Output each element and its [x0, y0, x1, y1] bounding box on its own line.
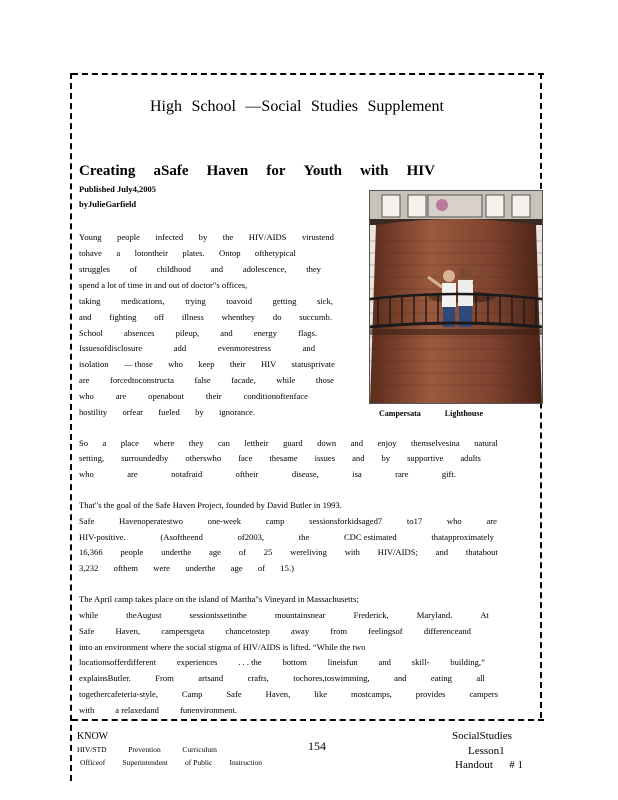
body-word: succumb.: [299, 312, 332, 322]
body-word: conditionoftenface: [243, 391, 308, 401]
body-word: setting,: [79, 453, 105, 463]
body-word: Safe: [226, 689, 242, 699]
body-word: explainsButler.: [79, 673, 131, 683]
body-word: and: [352, 453, 365, 463]
body-word: differenceand: [423, 626, 471, 636]
body-word: fueled: [158, 407, 180, 417]
body-word: fighting: [109, 312, 137, 322]
body-word: lotontheir: [134, 248, 168, 258]
body-word: face: [238, 453, 253, 463]
body-word: taking: [79, 296, 101, 306]
body-word: otherswho: [185, 453, 222, 463]
body-word: issues: [314, 453, 336, 463]
body-word: can: [217, 438, 230, 448]
page-title-word: High: [150, 98, 182, 115]
body-word: — those: [123, 359, 153, 369]
body-line: [79, 437, 498, 449]
footer-handout: [455, 759, 523, 771]
body-word: Camp: [181, 689, 203, 699]
body-word: people: [117, 232, 140, 242]
body-word: sessionissetinthe: [189, 610, 247, 620]
body-word: togethercafeteria-style,: [79, 689, 158, 699]
body-word: by: [381, 453, 391, 463]
body-word: Haven,: [265, 689, 291, 699]
body-word: trying: [185, 296, 206, 306]
article-title-word: HIV: [406, 163, 435, 179]
body-word: HIV-positive.: [79, 532, 126, 542]
body-word: and: [378, 657, 391, 667]
body-line: [79, 468, 456, 480]
body-word: bottom: [282, 657, 307, 667]
body-word: and: [79, 312, 92, 322]
body-word: flags.: [298, 328, 317, 338]
body-word: hostility: [79, 407, 108, 417]
body-word: feelingsof: [368, 626, 403, 636]
body-line: [79, 247, 296, 259]
body-word: Havenoperatestwo: [119, 516, 183, 526]
body-word: funenvironment.: [179, 705, 237, 715]
body-word: and: [435, 547, 449, 557]
body-word: and: [394, 673, 407, 683]
body-word: guard: [283, 438, 303, 448]
body-word: rare: [395, 469, 409, 479]
body-word: surroundedby: [121, 453, 169, 463]
body-word: age: [209, 547, 221, 557]
caption-word: Campersata: [379, 409, 421, 418]
body-word: who: [79, 391, 94, 401]
body-word: thesame: [269, 453, 298, 463]
body-word: Ontop: [219, 248, 241, 258]
body-word: to17: [406, 516, 423, 526]
body-word: facade,: [231, 375, 256, 385]
body-word: are: [115, 391, 127, 401]
body-word: orfear: [122, 407, 143, 417]
body-word: a: [102, 438, 107, 448]
footer-word: HIV/STD: [77, 745, 107, 754]
body-word: age: [230, 563, 243, 573]
body-word: Issuesofdisclosure: [79, 343, 143, 353]
body-word: their: [205, 391, 222, 401]
body-word: Maryland.: [416, 610, 453, 620]
body-word: Safe: [79, 626, 95, 636]
body-word: their: [229, 359, 246, 369]
footer-know: KNOW: [77, 731, 109, 742]
body-word: of: [257, 563, 266, 573]
body-line: [79, 688, 498, 700]
body-word: Haven,: [115, 626, 141, 636]
body-word: away: [291, 626, 310, 636]
body-line: [79, 358, 335, 370]
body-word: statusprivate: [291, 359, 335, 369]
byline: byJulieGarfield: [79, 199, 137, 209]
body-word: isa: [352, 469, 362, 479]
body-word: are: [486, 516, 497, 526]
body-word: HIV/AIDS;: [377, 547, 418, 557]
body-word: disease,: [291, 469, 319, 479]
photo-caption: [379, 409, 483, 418]
article-title-word: aSafe: [153, 163, 189, 179]
page-title-word: Supplement: [367, 98, 444, 115]
body-word: sessionsforkidsaged7: [309, 516, 383, 526]
body-word: getting: [272, 296, 297, 306]
body-word: toavoid: [226, 296, 253, 306]
body-word: those: [315, 375, 334, 385]
body-word: chancetostep: [225, 626, 270, 636]
body-line: [79, 342, 315, 354]
body-word: At: [480, 610, 489, 620]
footer-curriculum: [77, 745, 217, 754]
body-word: So: [79, 438, 89, 448]
body-word: oftheir: [235, 469, 259, 479]
body-word: by: [198, 232, 208, 242]
body-word: mountainsnear: [274, 610, 326, 620]
body-word: and: [210, 264, 224, 274]
body-word: while: [276, 375, 296, 385]
body-word: plates.: [182, 248, 205, 258]
body-word: forcedtoconstructa: [110, 375, 174, 385]
body-word: tochores,toswimming,: [293, 673, 370, 683]
footer-word: Prevention: [128, 745, 161, 754]
body-line: spend a lot of time in and out of doctor"s offices,: [79, 280, 248, 290]
body-word: they: [188, 438, 204, 448]
body-line: That"s the goal of the Safe Haven Project, founded by David Butler in 1993.: [79, 500, 342, 510]
body-word: are: [127, 469, 138, 479]
body-word: whenthey: [221, 312, 256, 322]
body-word: a relaxedand: [115, 705, 159, 715]
body-word: enjoy: [377, 438, 397, 448]
body-word: artsand: [198, 673, 224, 683]
body-word: who: [446, 516, 462, 526]
body-word: lettheir: [244, 438, 269, 448]
body-word: theAugust: [126, 610, 162, 620]
body-word: by: [195, 407, 204, 417]
body-line: [79, 672, 485, 684]
article-title-word: Youth: [303, 163, 343, 179]
article-title-word: Haven: [206, 163, 249, 179]
body-word: and: [220, 328, 233, 338]
footer-word: Officeof: [80, 758, 106, 767]
body-word: ofthem: [113, 563, 138, 573]
body-line: [79, 656, 485, 668]
footer-office: [80, 758, 262, 767]
body-line: [79, 546, 498, 558]
body-word: crafts,: [247, 673, 269, 683]
page-title-word: Studies: [310, 98, 359, 115]
body-word: were: [153, 563, 170, 573]
body-word: 15.): [280, 563, 294, 573]
body-word: notafraid: [171, 469, 203, 479]
page-title-word: —Social: [245, 98, 302, 115]
body-word: of: [129, 264, 137, 274]
body-word: supportive: [407, 453, 444, 463]
body-word: eating: [430, 673, 452, 683]
body-word: and: [350, 438, 364, 448]
footer-word: Instruction: [229, 758, 262, 767]
body-word: 25: [263, 547, 273, 557]
body-word: virustend: [301, 232, 334, 242]
body-word: locationsofferdifferent: [79, 657, 156, 667]
body-line: [79, 231, 334, 243]
body-word: thatabout: [465, 547, 498, 557]
lighthouse-photo: [369, 190, 543, 404]
body-line: [79, 452, 481, 464]
body-word: gift.: [441, 469, 456, 479]
border-bottom: [72, 719, 544, 721]
body-word: and: [302, 343, 315, 353]
body-line: [79, 311, 332, 323]
body-word: one-week: [207, 516, 242, 526]
footer-word: Curriculum: [182, 745, 217, 754]
body-word: they: [306, 264, 321, 274]
border-top: [72, 73, 544, 75]
body-line: [79, 374, 334, 386]
body-word: down: [317, 438, 337, 448]
body-line: [79, 704, 237, 716]
body-word: provides: [415, 689, 446, 699]
body-word: openabout: [148, 391, 184, 401]
body-word: Young: [79, 232, 102, 242]
body-word: HIV: [260, 359, 277, 369]
body-word: pileup,: [175, 328, 200, 338]
body-word: evenmorestress: [217, 343, 271, 353]
footer-word: Handout: [455, 759, 493, 771]
body-line: [79, 562, 294, 574]
body-word: 16,366: [79, 547, 103, 557]
footer-subject: SocialStudies: [452, 730, 512, 742]
body-word: thatapproximately: [431, 532, 494, 542]
body-word: who: [79, 469, 94, 479]
body-word: from: [330, 626, 348, 636]
body-word: tohave: [79, 248, 102, 258]
body-word: a: [116, 248, 121, 258]
body-word: the: [298, 532, 310, 542]
body-word: with: [344, 547, 360, 557]
caption-word: Lighthouse: [444, 409, 483, 418]
body-word: ignorance.: [218, 407, 255, 417]
body-line: [79, 295, 333, 307]
body-word: illness: [181, 312, 204, 322]
footer-word: of Public: [185, 758, 213, 767]
body-word: while: [79, 610, 99, 620]
body-word: of2003,: [237, 532, 265, 542]
body-word: energy: [253, 328, 278, 338]
body-word: underthe: [185, 563, 216, 573]
body-word: adolescence,: [242, 264, 287, 274]
body-word: Frederick,: [353, 610, 389, 620]
body-word: From: [155, 673, 174, 683]
body-word: 3,232: [79, 563, 99, 573]
body-word: of: [238, 547, 246, 557]
footer-lesson: Lesson1: [468, 745, 505, 757]
body-word: lineisfun: [327, 657, 358, 667]
footer-word: Superintendent: [122, 758, 168, 767]
article-title-word: Creating: [79, 163, 136, 179]
body-word: struggles: [79, 264, 111, 274]
body-word: underthe: [161, 547, 192, 557]
body-word: childhood: [156, 264, 191, 274]
body-word: place: [120, 438, 139, 448]
body-word: HIV/AIDS: [248, 232, 287, 242]
body-word: building,”: [450, 657, 485, 667]
body-word: camp: [265, 516, 285, 526]
body-word: campersgeta: [161, 626, 205, 636]
body-word: medications,: [121, 296, 165, 306]
body-word: who: [168, 359, 183, 369]
body-word: off: [154, 312, 165, 322]
body-word: CDC estimated: [343, 532, 397, 542]
body-word: with: [79, 705, 95, 715]
border-left: [70, 73, 72, 781]
body-word: School: [79, 328, 103, 338]
body-word: wereliving: [290, 547, 327, 557]
body-line: [79, 263, 321, 275]
body-line: [79, 531, 494, 543]
body-word: absences: [123, 328, 155, 338]
body-word: are: [79, 375, 90, 385]
article-title: [79, 163, 435, 180]
article-title-word: with: [360, 163, 389, 179]
lighthouse-image: [370, 191, 542, 403]
body-word: add: [173, 343, 187, 353]
body-word: people: [120, 547, 144, 557]
body-word: all: [476, 673, 485, 683]
published-date: Published July4,2005: [79, 184, 156, 194]
body-word: skill-: [411, 657, 430, 667]
body-line: [79, 390, 308, 402]
body-word: campers: [469, 689, 498, 699]
body-word: experiences: [176, 657, 218, 667]
body-line: [79, 515, 497, 527]
body-word: (Asoftheend: [160, 532, 203, 542]
body-word: infected: [155, 232, 184, 242]
body-word: false: [194, 375, 211, 385]
body-word: themselvesina: [410, 438, 460, 448]
body-word: mostcamps,: [351, 689, 392, 699]
page-title-word: School: [191, 98, 236, 115]
body-word: ofthetypical: [254, 248, 296, 258]
body-word: the: [222, 232, 234, 242]
article-title-word: for: [266, 163, 286, 179]
body-line: [79, 406, 255, 418]
body-word: like: [314, 689, 328, 699]
footer-word: # 1: [509, 759, 523, 771]
page-title: [150, 98, 444, 116]
body-line: [79, 625, 471, 637]
page-number: 154: [308, 739, 326, 753]
body-word: . . . the: [238, 657, 262, 667]
body-line: into an environment where the social stigma of HIV/AIDS is lifted. “While the two: [79, 642, 366, 652]
body-word: keep: [198, 359, 215, 369]
body-line: The April camp takes place on the island of Martha"s Vineyard in Massachusetts;: [79, 594, 359, 604]
body-word: adults: [460, 453, 481, 463]
body-word: natural: [474, 438, 498, 448]
body-line: [79, 327, 317, 339]
body-word: sick,: [316, 296, 333, 306]
body-word: where: [153, 438, 175, 448]
body-word: Safe: [79, 516, 95, 526]
body-word: do: [272, 312, 282, 322]
body-word: isolation: [79, 359, 109, 369]
body-line: [79, 609, 489, 621]
